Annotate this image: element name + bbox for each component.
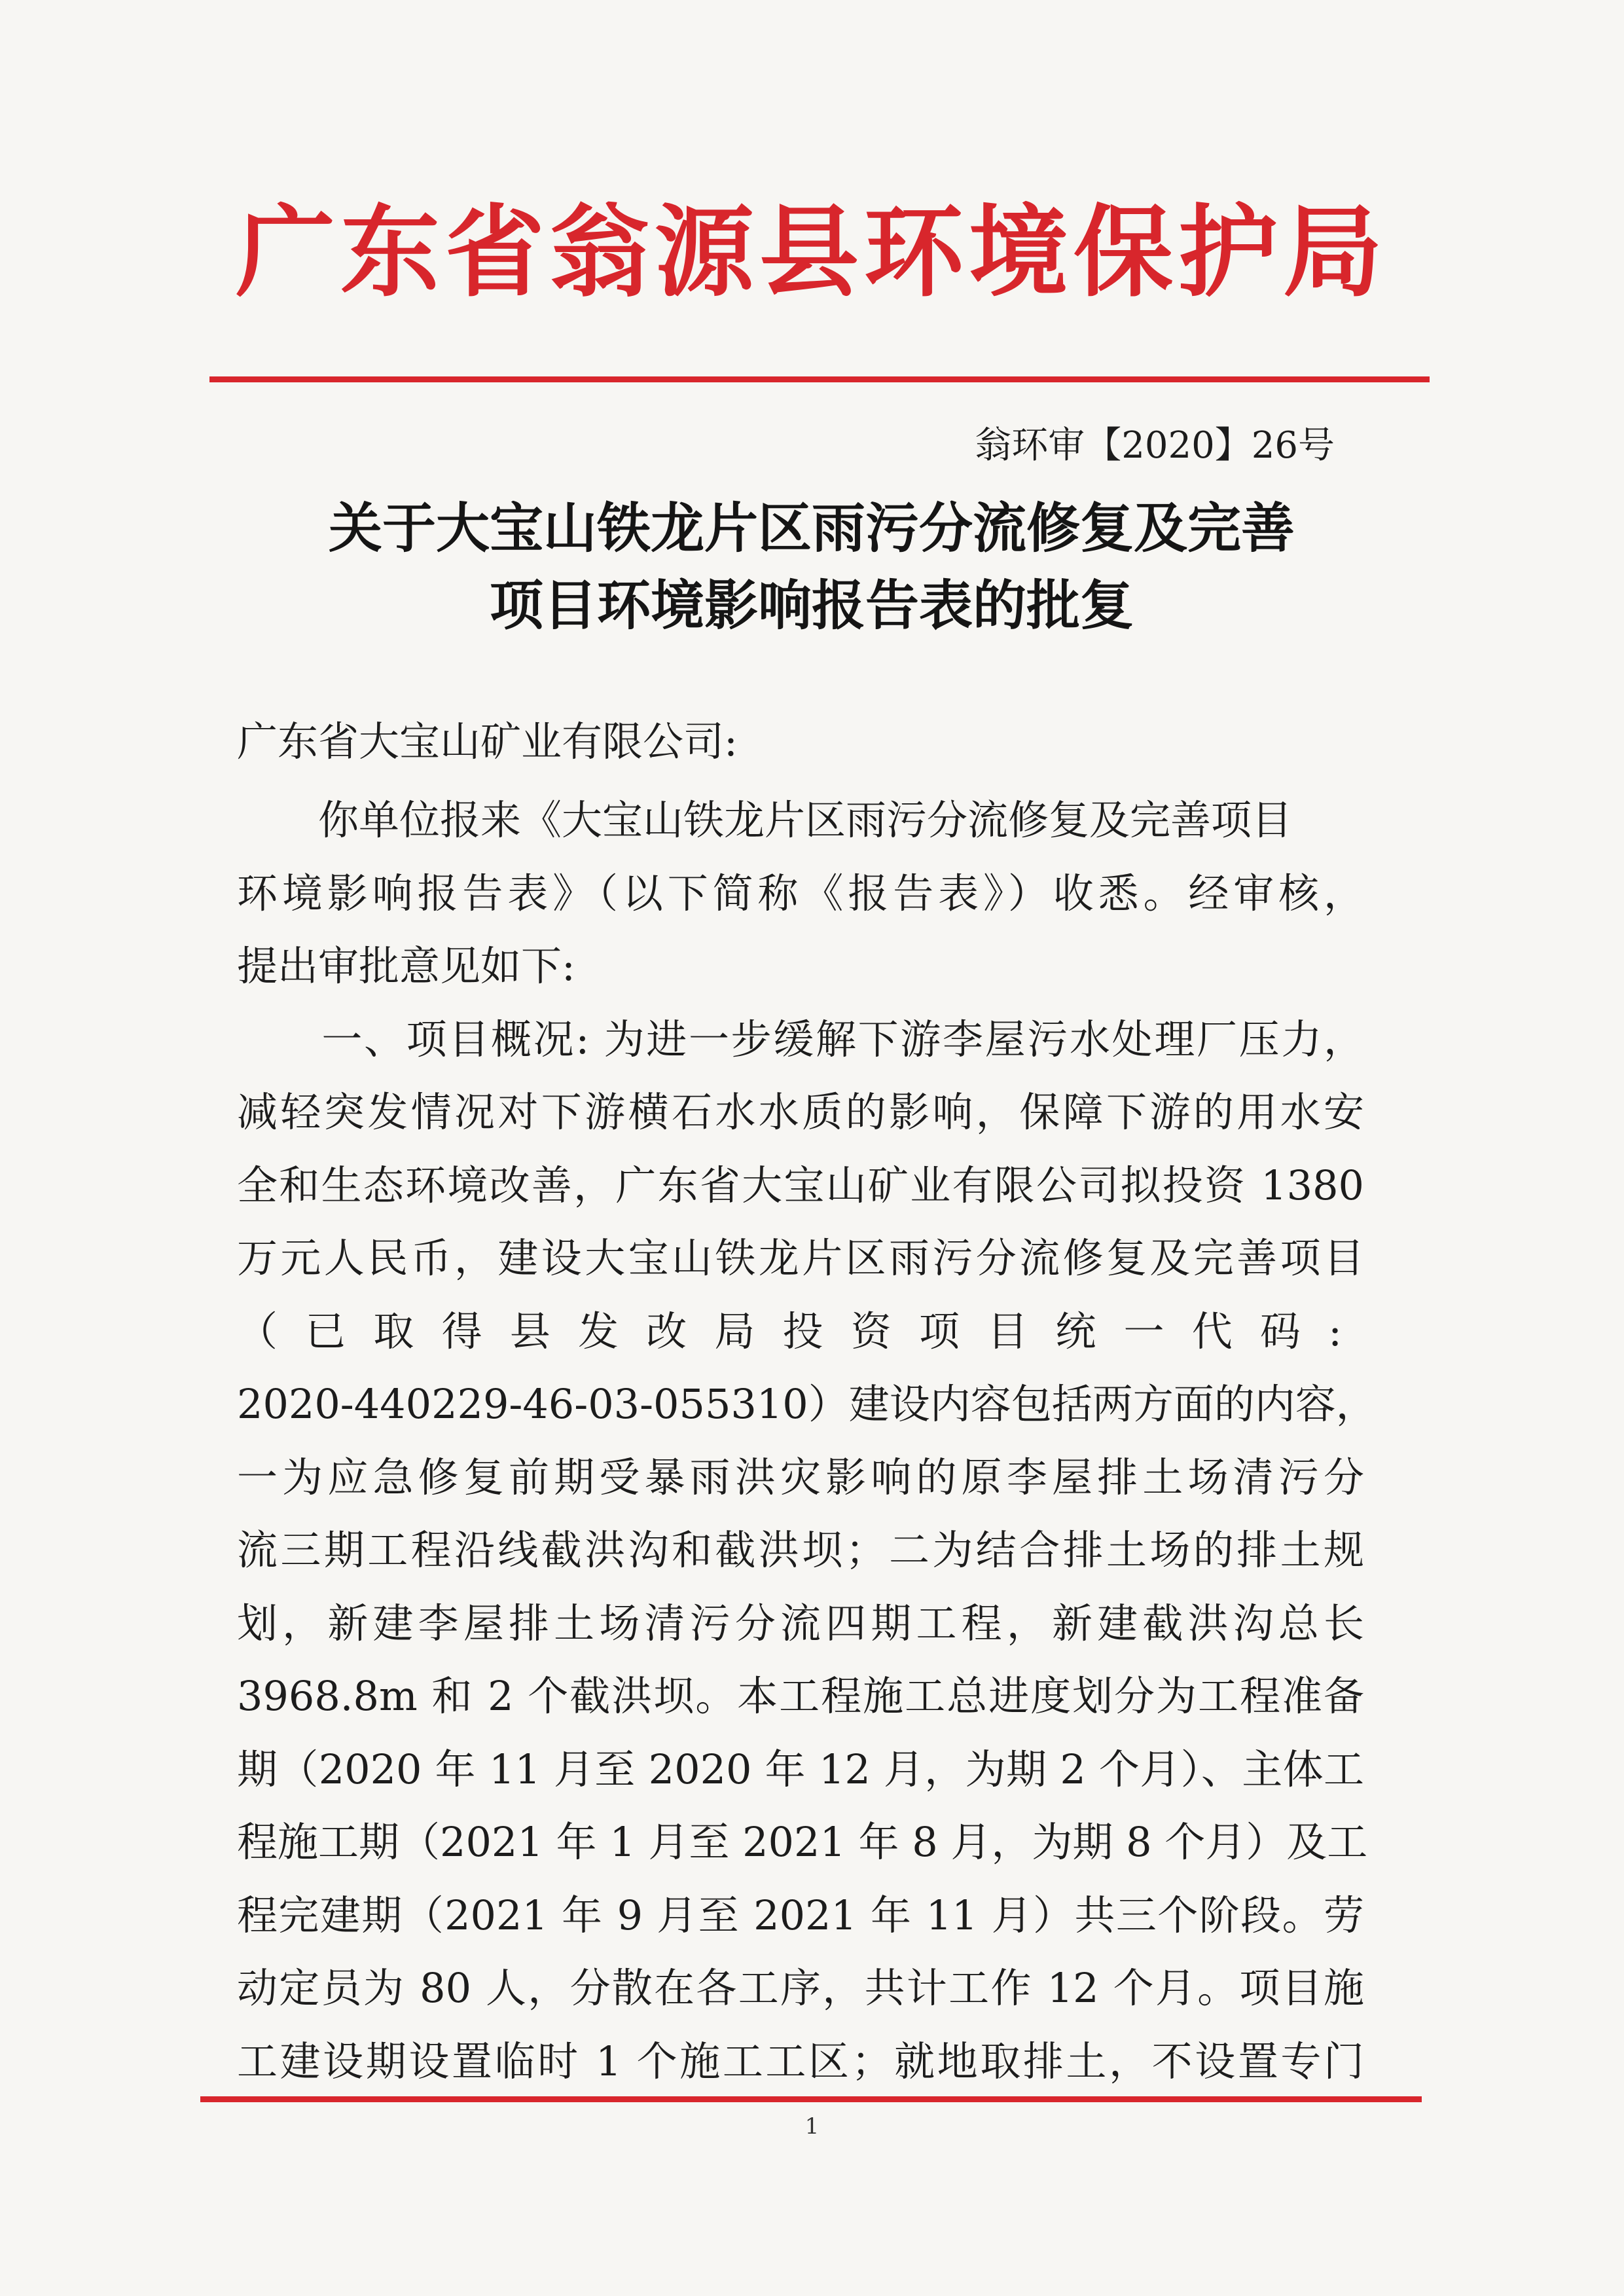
body-line: 减轻突发情况对下游横石水水质的影响，保障下游的用水安: [237, 1088, 1364, 1136]
body-line: 期（2020 年 11 月至 2020 年 12 月，为期 2 个月）、主体工: [237, 1745, 1364, 1793]
red-footer-rule: [200, 2096, 1422, 2102]
body-line: 环境影响报告表》（以下简称《报告表》）收悉。经审核，: [237, 869, 1364, 917]
body-line: 你单位报来《大宝山铁龙片区雨污分流修复及完善项目: [237, 796, 1293, 844]
body-line: 2020-440229-46-03-055310）建设内容包括两方面的内容，: [237, 1380, 1377, 1428]
body-line: 划，新建李屋排土场清污分流四期工程，新建截洪沟总长: [237, 1599, 1364, 1647]
issuing-authority-header: 广东省翁源县环境保护局: [236, 193, 1388, 310]
addressee: 广东省大宝山矿业有限公司:: [237, 718, 738, 765]
red-header-rule: [209, 376, 1430, 382]
body-line: 全和生态环境改善，广东省大宝山矿业有限公司拟投资 1380: [237, 1161, 1364, 1209]
page-number: 1: [804, 2113, 820, 2140]
body-line: 提出审批意见如下:: [237, 942, 575, 990]
body-line: 动定员为 80 人，分散在各工序，共计工作 12 个月。项目施: [237, 1964, 1364, 2012]
body-line: 程施工期（2021 年 1 月至 2021 年 8 月，为期 8 个月）及工: [237, 1818, 1368, 1866]
body-line: 一、项目概况: 为进一步缓解下游李屋污水处理厂压力，: [237, 1015, 1364, 1063]
document-number: 翁环审【2020】26号: [975, 424, 1335, 467]
document-title-line-2: 项目环境影响报告表的批复: [489, 574, 1134, 637]
document-title-line-1: 关于大宝山铁龙片区雨污分流修复及完善: [328, 497, 1295, 560]
document-title: [223, 490, 1401, 644]
body-line: （已取得县发改局投资项目统一代码:: [237, 1307, 1364, 1355]
body-text: [237, 784, 1377, 2098]
body-line: 3968.8m 和 2 个截洪坝。本工程施工总进度划分为工程准备: [237, 1672, 1364, 1720]
body-line: 工建设期设置临时 1 个施工工区；就地取排土，不设置专门: [237, 2037, 1364, 2085]
body-line: 程完建期（2021 年 9 月至 2021 年 11 月）共三个阶段。劳: [237, 1891, 1364, 1939]
body-line: 一为应急修复前期受暴雨洪灾影响的原李屋排土场清污分: [237, 1453, 1364, 1501]
body-line: 万元人民币，建设大宝山铁龙片区雨污分流修复及完善项目: [237, 1234, 1364, 1282]
body-line: 流三期工程沿线截洪沟和截洪坝；二为结合排土场的排土规: [237, 1526, 1364, 1574]
